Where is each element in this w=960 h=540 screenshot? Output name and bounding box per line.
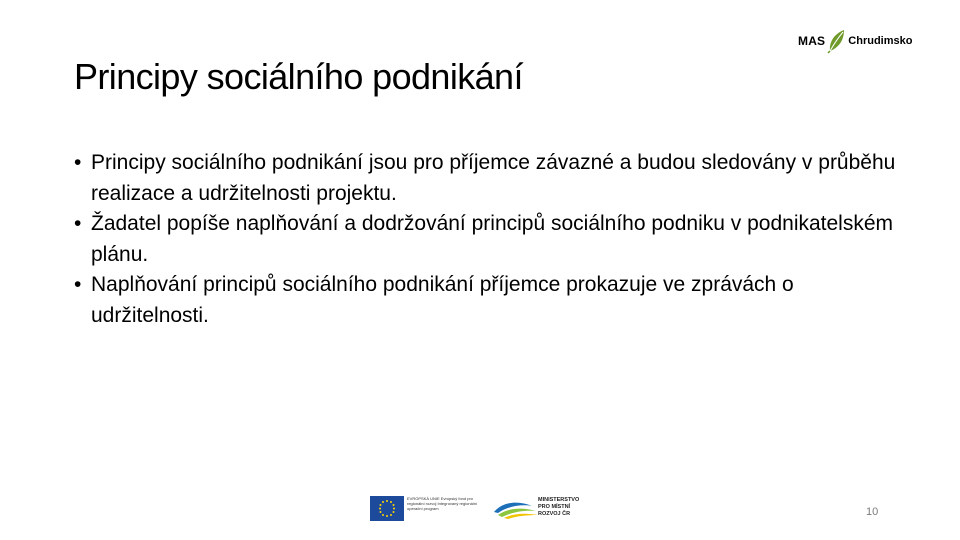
mmr-emblem-icon <box>492 498 540 520</box>
logo-region-text: Chrudimsko <box>848 35 913 47</box>
bullet-item <box>74 209 914 270</box>
bullet-item <box>74 148 914 209</box>
bullet-item <box>74 270 914 331</box>
ministry-line-1: MINISTERSTVO <box>538 497 580 503</box>
footer-logos <box>370 494 590 524</box>
bullet-dot: • <box>74 212 82 235</box>
bullet-text: Naplňování principů sociálního podnikání příjemce prokazuje ve zprávách o udržitelnosti. <box>91 273 794 327</box>
ministry-text <box>538 497 598 518</box>
slide-title: Principy sociálního podnikání <box>74 56 523 97</box>
bullet-text: Principy sociálního podnikání jsou pro příjemce závazné a budou sledovány v průběhu realizace a udržitelnosti projektu. <box>91 151 896 205</box>
bullet-list <box>74 148 914 331</box>
bullet-dot: • <box>74 151 82 174</box>
bullet-dot: • <box>74 273 82 296</box>
ministry-line-3: ROZVOJ ČR <box>538 511 571 517</box>
leaf-icon <box>827 28 847 54</box>
page-number: 10 <box>866 506 879 518</box>
eu-logo-text: EVROPSKÁ UNIE Evropský fond pro regionální rozvoj Integrovaný regionální operační program <box>407 496 478 512</box>
logo-mas-text: MAS <box>798 34 826 48</box>
eu-flag-icon <box>370 496 404 521</box>
bullet-text: Žadatel popíše naplňování a dodržování principů sociálního podniku v podnikatelském plánu. <box>91 212 894 266</box>
mas-chrudimsko-logo <box>798 26 912 56</box>
ministry-line-2: PRO MÍSTNÍ <box>538 504 571 510</box>
